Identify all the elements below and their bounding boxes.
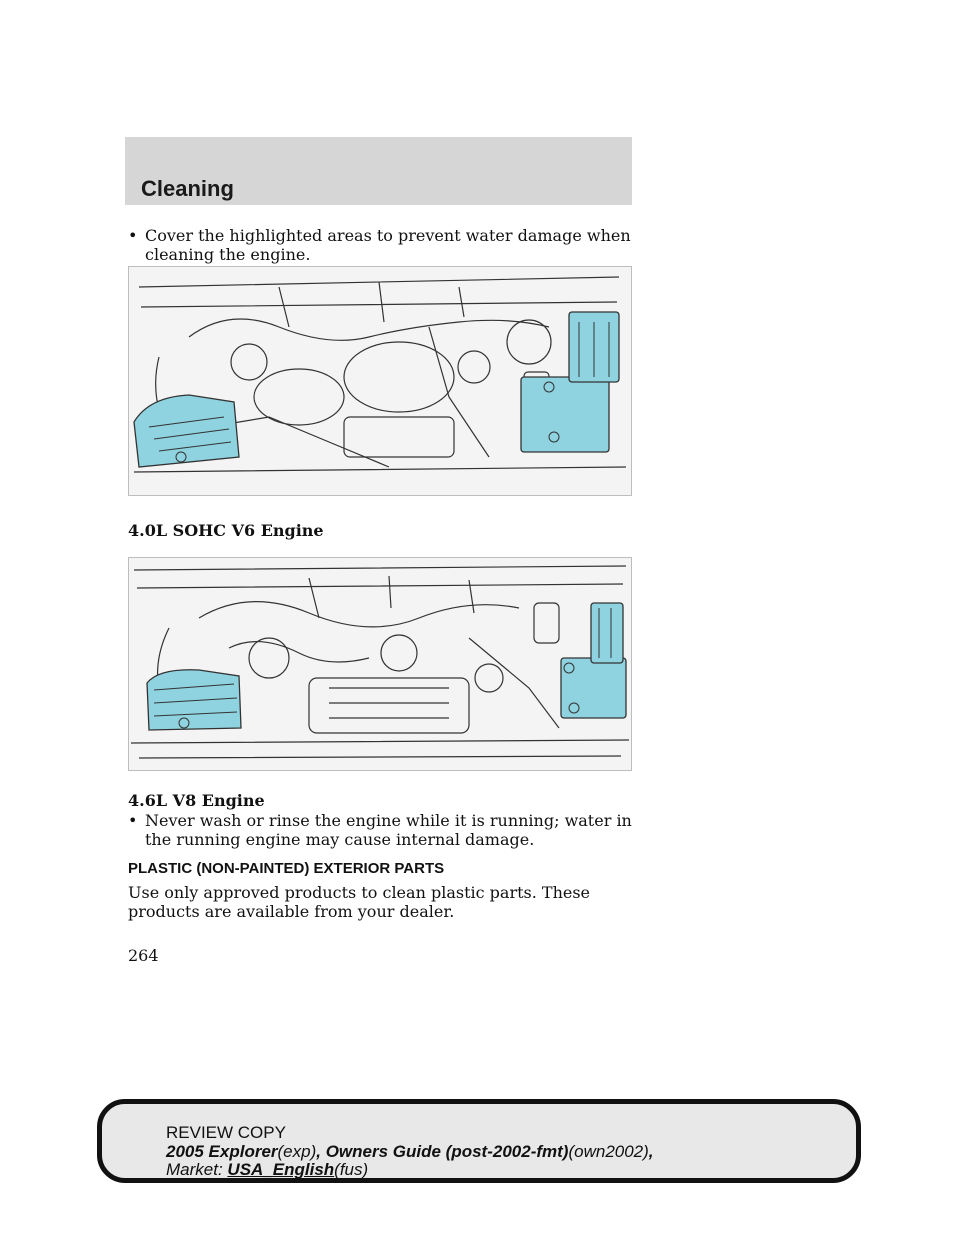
plastic-parts-body: Use only approved products to clean plastic parts. These products are available from your dealer. <box>128 883 591 921</box>
market-name: USA_English <box>227 1160 335 1179</box>
page-number: 264 <box>128 946 159 965</box>
review-copy-model-line: 2005 Explorer(exp), Owners Guide (post-2002-fmt)(own2002), <box>166 1142 654 1161</box>
market-label: Market: <box>166 1160 223 1179</box>
bullet-text: Cover the highlighted areas to prevent water damage when cleaning the engine. <box>145 226 631 264</box>
plastic-parts-heading: PLASTIC (NON-PAINTED) EXTERIOR PARTS <box>128 860 445 877</box>
guide-code: (own2002) <box>568 1142 649 1161</box>
figure-caption-v8: 4.6L V8 Engine <box>128 791 265 810</box>
review-copy-market-line <box>166 1161 368 1179</box>
engine-v6-illustration <box>128 266 632 496</box>
model-name: 2005 Explorer <box>166 1142 278 1161</box>
guide-name: Owners Guide (post-2002-fmt) <box>325 1142 569 1161</box>
review-copy-label: REVIEW COPY <box>166 1123 286 1142</box>
section-title: Cleaning <box>141 176 234 201</box>
model-code: (exp) <box>277 1142 317 1161</box>
bullet-cover-areas <box>128 226 648 264</box>
bullet-dot: • <box>128 811 138 830</box>
bullet-never-wash <box>128 811 648 849</box>
bullet-dot: • <box>128 226 138 245</box>
bullet-text: Never wash or rinse the engine while it is running; water in the running engine may cause internal damage. <box>145 811 632 849</box>
figure-caption-v6: 4.0L SOHC V6 Engine <box>128 521 324 540</box>
market-code: (fus) <box>334 1160 369 1179</box>
engine-v8-illustration <box>128 557 632 771</box>
